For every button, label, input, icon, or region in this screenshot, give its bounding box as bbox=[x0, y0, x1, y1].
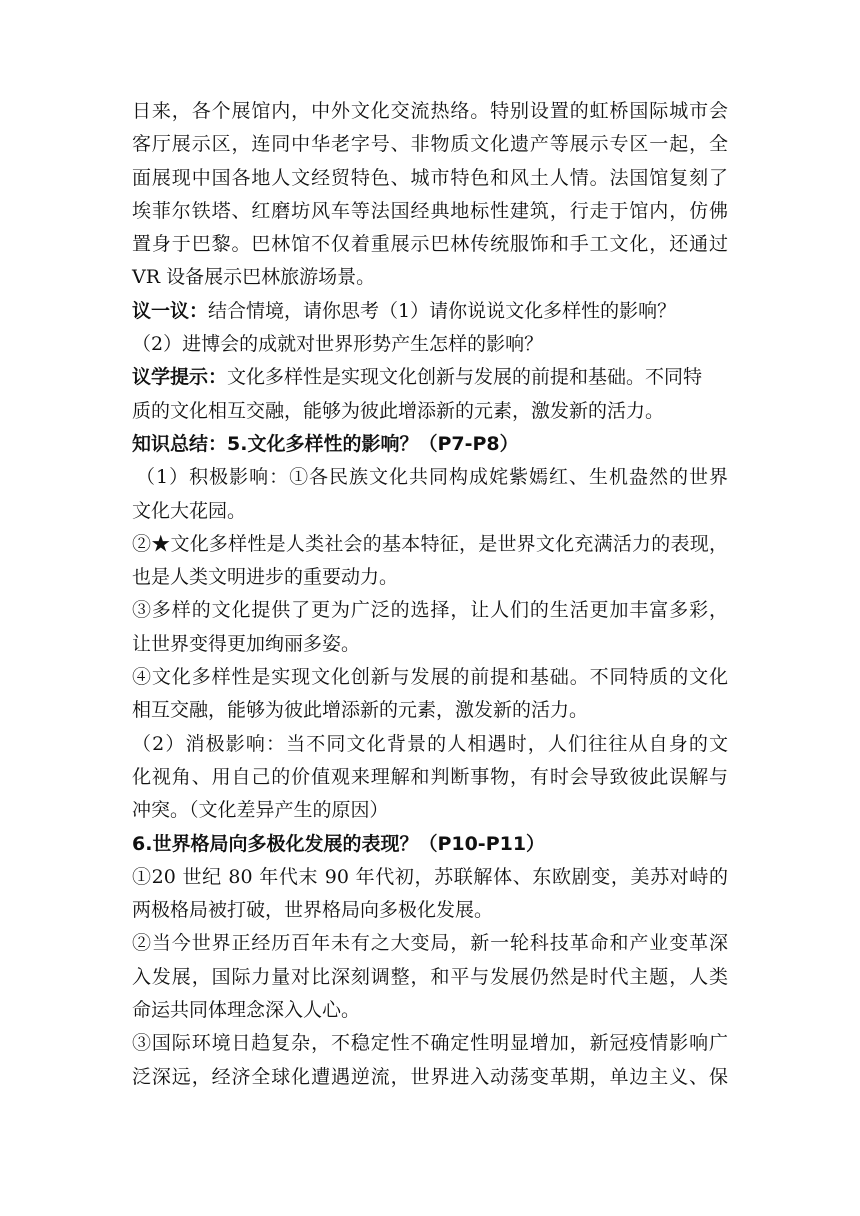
section6-line: 泛深远，经济全球化遭遇逆流，世界进入动荡变革期，单边主义、保 bbox=[132, 1065, 728, 1088]
negative-line: 化视角、用自己的价值观来理解和判断事物，有时会导致彼此误解与 bbox=[132, 765, 728, 788]
section6-line: 两极格局被打破，世界格局向多极化发展。 bbox=[132, 899, 494, 922]
section6-line: 命运共同体理念深入人心。 bbox=[132, 999, 361, 1022]
intro-line: 置身于巴黎。巴林馆不仅着重展示巴林传统服饰和手工文化，还通过 bbox=[132, 233, 728, 256]
section6-title: 6.世界格局向多极化发展的表现？（P10-P11） bbox=[132, 832, 546, 855]
discussion-text: 结合情境，请你思考（1）请你说说文化多样性的影响？ bbox=[208, 299, 677, 322]
summary-heading bbox=[132, 428, 728, 461]
intro-line: 日来，各个展馆内，中外文化交流热络。特别设置的虹桥国际城市会 bbox=[132, 100, 728, 122]
section6-line: ③国际环境日趋复杂，不稳定性不确定性明显增加，新冠疫情影响广 bbox=[132, 1032, 728, 1055]
hint-label: 议学提示： bbox=[132, 366, 228, 389]
summary-title: 5.文化多样性的影响？（P7-P8） bbox=[227, 432, 519, 455]
positive-line: 文化大花园。 bbox=[132, 499, 247, 522]
negative-line: 冲突。（文化差异产生的原因） bbox=[132, 799, 389, 822]
section6-line: ①20 世纪 80 年代末 90 年代初，苏联解体、东欧剧变，美苏对峙的 bbox=[132, 865, 728, 888]
discussion-line bbox=[132, 295, 728, 328]
positive-line: ②★文化多样性是人类社会的基本特征，是世界文化充满活力的表现， bbox=[132, 532, 728, 555]
section6-line: 入发展，国际力量对比深刻调整，和平与发展仍然是时代主题，人类 bbox=[132, 965, 728, 988]
positive-line: 也是人类文明进步的重要动力。 bbox=[132, 566, 399, 589]
hint-block bbox=[132, 361, 728, 428]
document-page bbox=[132, 95, 728, 1094]
intro-paragraph bbox=[132, 95, 728, 295]
discussion-block bbox=[132, 295, 728, 362]
positive-line: （1）积极影响：①各民族文化共同构成姹紫嫣红、生机盎然的世界 bbox=[136, 466, 728, 489]
positive-line: ④文化多样性是实现文化创新与发展的前提和基础。不同特质的文化 bbox=[132, 666, 728, 689]
intro-line: VR 设备展示巴林旅游场景。 bbox=[132, 266, 376, 289]
positive-line: 相互交融，能够为彼此增添新的元素，激发新的活力。 bbox=[132, 699, 589, 722]
discussion-label: 议一议： bbox=[132, 299, 209, 322]
section6-items bbox=[132, 861, 728, 1094]
negative-effects bbox=[132, 728, 728, 828]
hint-line-2: 质的文化相互交融，能够为彼此增添新的元素，激发新的活力。 bbox=[132, 399, 665, 422]
summary-label: 知识总结： bbox=[132, 432, 228, 455]
positive-line: ③多样的文化提供了更为广泛的选择，让人们的生活更加丰富多彩， bbox=[132, 599, 728, 622]
hint-line bbox=[132, 361, 728, 394]
intro-line: 面展现中国各地人文经贸特色、城市特色和风土人情。法国馆复刻了 bbox=[132, 166, 728, 189]
negative-line: （2）消极影响：当不同文化背景的人相遇时，人们往往从自身的文 bbox=[132, 732, 728, 755]
intro-line: 客厅展示区，连同中华老字号、非物质文化遗产等展示专区一起，全 bbox=[132, 133, 728, 156]
positive-effects bbox=[132, 461, 728, 727]
intro-line: 埃菲尔铁塔、红磨坊风车等法国经典地标性建筑，行走于馆内，仿佛 bbox=[132, 199, 728, 222]
positive-line: 让世界变得更加绚丽多姿。 bbox=[132, 632, 361, 655]
discussion-line-2: （2）进博会的成就对世界形势产生怎样的影响？ bbox=[132, 333, 544, 356]
section6-line: ②当今世界正经历百年未有之大变局，新一轮科技革命和产业变革深 bbox=[132, 932, 728, 955]
hint-text: 文化多样性是实现文化创新与发展的前提和基础。不同特 bbox=[227, 366, 703, 389]
